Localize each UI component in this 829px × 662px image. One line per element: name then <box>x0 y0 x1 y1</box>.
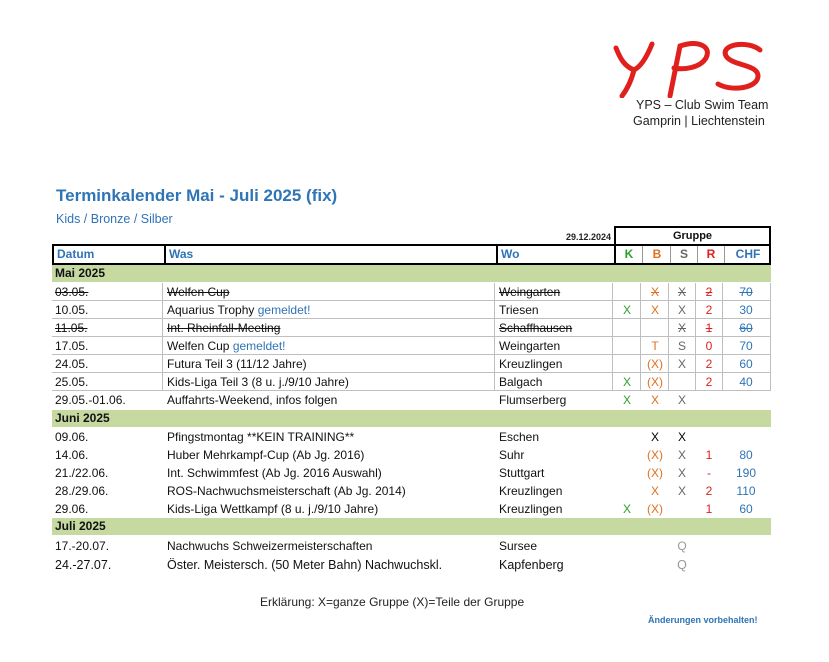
gruppe-header: Gruppe <box>614 226 771 244</box>
yps-logo-mark <box>608 36 778 98</box>
status-note: gemeldet! <box>257 303 311 317</box>
section-juni: Juni 2025 <box>52 410 771 427</box>
row-s: X <box>677 448 686 462</box>
table-row <box>52 283 771 301</box>
row-date: 14.06. <box>55 448 89 462</box>
table-row <box>52 500 771 518</box>
row-location: Eschen <box>499 430 540 444</box>
row-chf: 40 <box>739 375 753 389</box>
table-row <box>52 373 771 391</box>
row-event: Nachwuchs Schweizermeisterschaften <box>167 539 373 553</box>
row-chf: 110 <box>736 484 756 498</box>
col-was: Was <box>169 247 194 261</box>
row-location: Weingarten <box>499 339 561 353</box>
section-mai: Mai 2025 <box>52 265 771 282</box>
row-location: Sursee <box>499 539 538 553</box>
row-location: Weingarten <box>499 285 561 299</box>
section-juli: Juli 2025 <box>52 518 771 535</box>
row-r: - <box>707 466 711 480</box>
row-r: 0 <box>705 339 713 353</box>
row-event: Pfingstmontag **KEIN TRAINING** <box>167 430 355 444</box>
row-r: 1 <box>705 448 713 462</box>
row-b: (X) <box>647 466 663 480</box>
row-k: X <box>622 375 631 389</box>
row-date: 17.05. <box>55 339 89 353</box>
row-date: 03.05. <box>55 285 89 299</box>
disclaimer: Änderungen vorbehalten! <box>648 615 758 625</box>
row-s: X <box>677 357 686 371</box>
row-s: X <box>677 393 686 407</box>
table-row <box>52 482 771 500</box>
row-chf: 80 <box>739 448 753 462</box>
table-header <box>52 244 771 265</box>
col-k: K <box>624 247 634 261</box>
table-row <box>52 464 771 482</box>
table-row <box>52 301 771 319</box>
row-date: 28./29.06. <box>55 484 109 498</box>
row-s: X <box>677 321 686 335</box>
row-chf: 60 <box>739 357 753 371</box>
row-event: Öster. Meistersch. (50 Meter Bahn) Nachwuchskl. <box>167 558 443 572</box>
row-s: X <box>677 303 686 317</box>
row-k: X <box>622 393 631 407</box>
row-s: S <box>677 339 686 353</box>
row-b: X <box>650 303 659 317</box>
row-date: 09.06. <box>55 430 89 444</box>
row-chf: 60 <box>739 321 753 335</box>
row-location: Schaffhausen <box>499 321 573 335</box>
table-row <box>52 337 771 355</box>
row-date: 29.06. <box>55 502 89 516</box>
row-s: Q <box>677 539 687 553</box>
row-location: Suhr <box>499 448 525 462</box>
col-wo: Wo <box>501 247 520 261</box>
row-date: 11.05. <box>55 321 88 335</box>
row-event: Huber Mehrkampf-Cup (Ab Jg. 2016) <box>167 448 365 462</box>
table-row <box>52 355 771 373</box>
row-location: Triesen <box>499 303 539 317</box>
divider <box>496 246 498 263</box>
row-k: X <box>622 502 631 516</box>
row-b: (X) <box>647 375 663 389</box>
table-row <box>52 446 771 464</box>
row-chf: 190 <box>735 466 757 480</box>
row-r: 2 <box>705 375 713 389</box>
row-r: 2 <box>705 285 713 299</box>
row-location: Kreuzlingen <box>499 484 563 498</box>
row-b: X <box>650 430 659 444</box>
row-date: 29.05.-01.06. <box>55 393 126 407</box>
row-r: 2 <box>705 484 713 498</box>
row-r: 2 <box>705 303 713 317</box>
row-location: Kapfenberg <box>499 558 564 572</box>
col-s: S <box>679 247 688 261</box>
row-s: Q <box>677 558 687 572</box>
row-event: Int. Schwimmfest (Ab Jg. 2016 Auswahl) <box>167 466 382 480</box>
row-location: Flumserberg <box>499 393 567 407</box>
club-logo <box>608 36 778 128</box>
row-b: X <box>650 393 659 407</box>
row-date: 24.05. <box>55 357 89 371</box>
row-k: X <box>622 303 631 317</box>
col-r: R <box>706 247 716 261</box>
status-note: gemeldet! <box>232 339 286 353</box>
row-chf: 60 <box>739 502 753 516</box>
page-title: Terminkalender Mai - Juli 2025 (fix) <box>56 186 338 205</box>
row-event: Auffahrts-Weekend, infos folgen <box>167 393 338 407</box>
row-s: X <box>677 430 686 444</box>
page-subtitle: Kids / Bronze / Silber <box>56 212 173 226</box>
row-chf: 70 <box>739 285 753 299</box>
logo-tagline: YPS – Club Swim Team <box>636 98 769 112</box>
row-b: T <box>651 339 659 353</box>
row-b: X <box>650 484 659 498</box>
row-location: Kreuzlingen <box>499 502 563 516</box>
row-event: Futura Teil 3 (11/12 Jahre) <box>167 357 307 371</box>
legend: Erklärung: X=ganze Gruppe (X)=Teile der Gruppe <box>260 595 525 609</box>
row-date: 17.-20.07. <box>55 539 110 553</box>
row-s: X <box>677 466 686 480</box>
row-r: 2 <box>705 357 713 371</box>
table-row <box>52 391 771 409</box>
row-chf: 30 <box>739 303 753 317</box>
row-event: Welfen Cup <box>167 285 230 299</box>
col-b: B <box>652 247 662 261</box>
table-row <box>52 556 771 574</box>
table-row <box>52 319 771 337</box>
row-date: 10.05. <box>55 303 89 317</box>
table-row <box>52 428 771 446</box>
row-event: Kids-Liga Wettkampf (8 u. j./9/10 Jahre) <box>167 502 379 516</box>
row-event: Aquarius Trophy gemeldet! <box>167 303 311 317</box>
row-s: X <box>677 285 686 299</box>
row-location: Balgach <box>499 375 543 389</box>
row-b: (X) <box>647 502 663 516</box>
row-location: Stuttgart <box>499 466 545 480</box>
col-chf: CHF <box>735 247 761 261</box>
divider <box>164 246 166 263</box>
row-date: 24.-27.07. <box>55 558 112 572</box>
row-r: 1 <box>705 321 713 335</box>
row-event: Int. Rheinfall-Meeting <box>167 321 281 335</box>
logo-location: Gamprin | Liechtenstein <box>633 114 765 128</box>
row-chf: 70 <box>739 339 753 353</box>
row-b: X <box>650 285 659 299</box>
row-r: 1 <box>705 502 713 516</box>
divider <box>642 246 643 263</box>
row-event: Welfen Cup gemeldet! <box>167 339 286 353</box>
row-event: ROS-Nachwuchsmeisterschaft (Ab Jg. 2014) <box>167 484 406 498</box>
col-datum: Datum <box>57 247 95 261</box>
row-location: Kreuzlingen <box>499 357 563 371</box>
table-row <box>52 537 771 555</box>
document-date: 29.12.2024 <box>566 232 612 242</box>
row-event: Kids-Liga Teil 3 (8 u. j./9/10 Jahre) <box>167 375 349 389</box>
row-s: X <box>677 484 686 498</box>
row-date: 25.05. <box>55 375 89 389</box>
row-b: (X) <box>647 448 663 462</box>
row-date: 21./22.06. <box>55 466 109 480</box>
row-b: (X) <box>647 357 663 371</box>
